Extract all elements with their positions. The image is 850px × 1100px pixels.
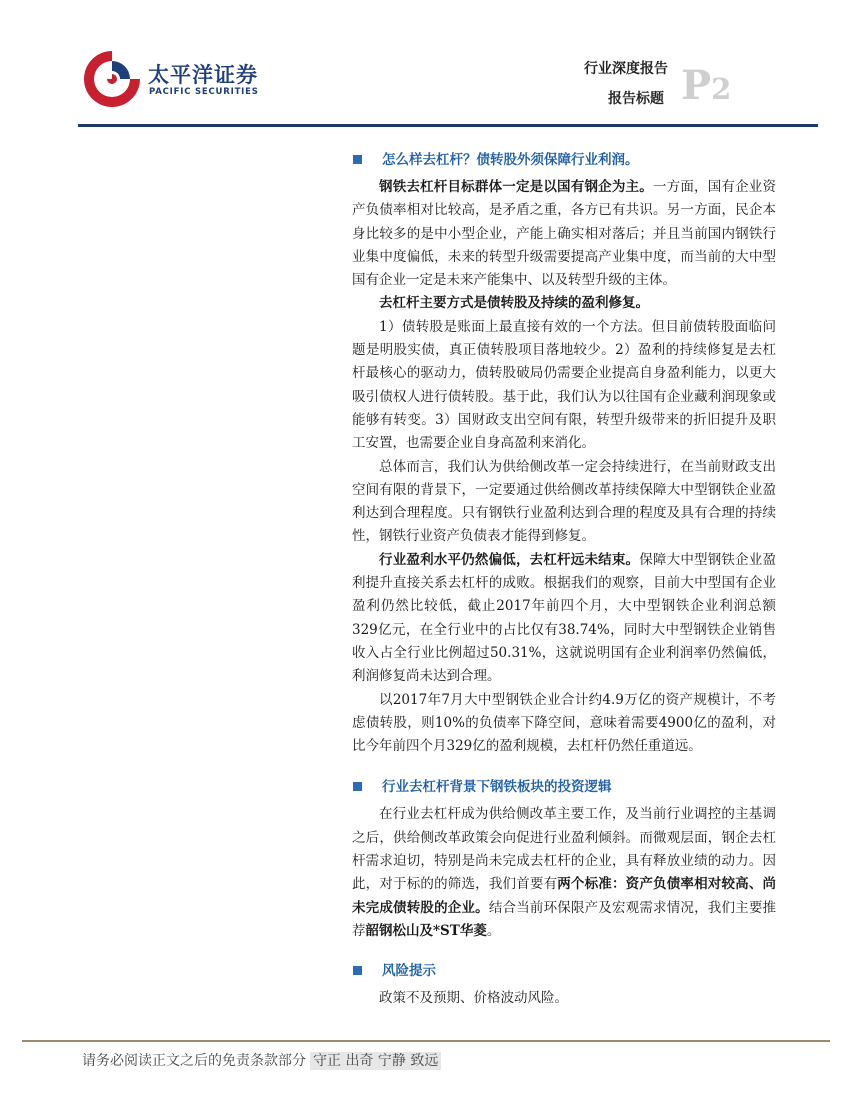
paragraph bbox=[352, 292, 776, 315]
page-letter: P bbox=[681, 62, 712, 109]
paragraph-text: 保障大中型钢铁企业盈利提升直接关系去杠杆的成败。根据我们的观察，目前大中型国有企业盈利仍然比较低，截止2017年前四个月，大中型钢铁企业利润总额329亿元，在全行业中的占比仅有38.74%，同时大中型钢铁企业销售收入占全行业比例超过50.31%，这就说明国有企业利润率仍然偏低，利润修复尚未达到合理。 bbox=[352, 551, 777, 685]
company-logo bbox=[80, 47, 259, 117]
section-heading bbox=[352, 959, 776, 983]
company-name-en: PACIFIC SECURITIES bbox=[149, 87, 259, 97]
recommended-stocks: 韶钢松山及*ST华菱 bbox=[365, 922, 487, 939]
report-title: 报告标题 bbox=[608, 91, 664, 107]
paragraph: 以2017年7月大中型钢铁企业合计约4.9万亿的资产规模计，不考虑债转股，则10%的负债率下降空间，意味着需要4900亿的盈利，对比今年前四个月329亿的盈利规模，去杠杆仍然任重道远。 bbox=[352, 691, 776, 755]
company-motto: 守正 出奇 宁静 致远 bbox=[310, 1052, 441, 1070]
paragraph-text: 一方面，国有企业资产负债率相对比较高，是矛盾之重，各方已有共识。另一方面，民企本身比较多的是中小型企业，产能上确实相对落后；并且当前国内钢铁行业集中度偏低，未来的转型升级需要提高产业集中度，而当前的大中型国有企业一定是未来产能集中、以及转型升级的主体。 bbox=[352, 179, 777, 289]
section-heading bbox=[352, 775, 776, 799]
paragraph: 1）债转股是账面上最直接有效的一个方法。但目前债转股面临问题是明股实债，真正债转股项目落地较少。2）盈利的持续修复是去杠杆最核心的驱动力，债转股破局仍需要企业提高自身盈利能力，以更大吸引债权人进行债转股。基于此，我们认为以往国有企业藏利润现象或能够有转变。3）国财政支出空间有限，转型升级带来的折旧提升及职工安置，也需要企业自身高盈利来消化。 bbox=[352, 318, 776, 452]
risk-text: 政策不及预期、价格波动风险。 bbox=[379, 990, 568, 1007]
paragraph-text: 。 bbox=[486, 922, 501, 939]
footer-divider bbox=[22, 1040, 830, 1042]
paragraph-text: 在行业去杠杆成为供给侧改革主要工作，及当前行业调控的主基调之后，供给侧改革政策会向促进行业盈利倾斜。而微观层面，钢企去杠杆需求迫切，特别是尚未完成去杠杆的企业，具有释放业绩的动力。因此，对于标的的筛选，我们首要有 bbox=[352, 806, 776, 893]
report-type: 行业深度报告 bbox=[584, 61, 668, 77]
footer bbox=[82, 1050, 441, 1070]
page-number bbox=[681, 62, 732, 109]
paragraph-text: 结合当前环保限产及宏观需求情况，我们主要推荐 bbox=[352, 899, 777, 939]
square-bullet-icon bbox=[353, 782, 362, 791]
key-point: 去杠杆主要方式是债转股及持续的盈利修复。 bbox=[379, 295, 649, 312]
section-title: 怎么样去杠杆？债转股外须保障行业利润。 bbox=[382, 152, 639, 168]
paragraph: 总体而言，我们认为供给侧改革一定会持续进行，在当前财政支出空间有限的背景下，一定要通过供给侧改革持续保障大中型钢铁企业盈利达到合理程度。只有钢铁行业盈利达到合理的程度及具有合理的持续性，钢铁行业资产负债表才能得到修复。 bbox=[352, 458, 776, 545]
page-digit: 2 bbox=[711, 72, 732, 106]
key-point: 钢铁去杠杆目标群体一定是以国有钢企为主。 bbox=[379, 179, 653, 195]
square-bullet-icon bbox=[353, 155, 362, 164]
paragraph bbox=[352, 549, 776, 689]
section-title: 行业去杠杆背景下钢铁板块的投资逻辑 bbox=[382, 779, 612, 796]
paragraph bbox=[352, 803, 776, 943]
company-name-cn: 太平洋证券 bbox=[148, 63, 258, 87]
paragraph bbox=[352, 176, 776, 292]
key-point: 两个标准：资产负债率相对较高、尚未完成债转股的企业。 bbox=[352, 876, 776, 916]
footer-disclaimer: 请务必阅读正文之后的免责条款部分 bbox=[82, 1053, 306, 1069]
section-title: 风险提示 bbox=[382, 963, 436, 980]
key-point: 行业盈利水平仍然偏低，去杠杆远未结束。 bbox=[379, 551, 640, 568]
square-bullet-icon bbox=[353, 966, 362, 975]
report-body bbox=[352, 148, 776, 1011]
pacific-securities-logo-icon bbox=[80, 47, 144, 111]
section-heading bbox=[352, 148, 776, 172]
header-divider bbox=[78, 124, 818, 127]
